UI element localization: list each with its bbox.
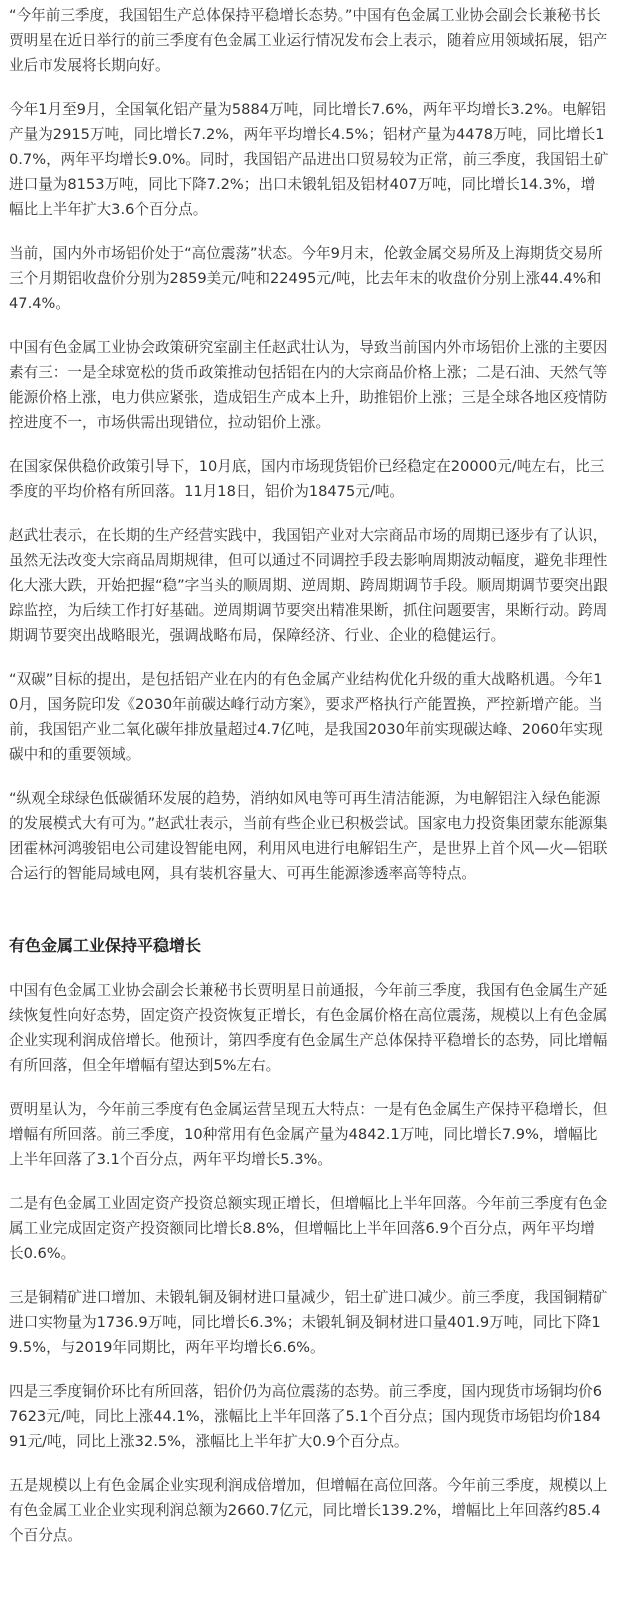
article-paragraph: 贾明星认为，今年前三季度有色金属运营呈现五大特点：一是有色金属生产保持平稳增长，但增幅有所回落。前三季度，10种常用有色金属产量为4842.1万吨，同比增长7.9%，增幅比上半年回落了3.1个百分点，两年平均增长5.3%。 <box>9 1101 608 1168</box>
article-paragraph: 中国有色金属工业协会副会长兼秘书长贾明星日前通报，今年前三季度，我国有色金属生产延续恢复性向好态势，固定资产投资恢复正增长，有色金属价格在高位震荡，规模以上有色金属企业实现利润成倍增长。他预计，第四季度有色金属生产总体保持平稳增长的态势，同比增幅有所回落，但全年增幅有望达到5%左右。 <box>9 982 608 1074</box>
article-paragraph: “今年前三季度，我国铝生产总体保持平稳增长态势。”中国有色金属工业协会副会长兼秘书长贾明星在近日举行的前三季度有色金属工业运行情况发布会上表示，随着应用领域拓展，铝产业后市发展将长期向好。 <box>9 7 608 74</box>
article-paragraph: “双碳”目标的提出，是包括铝产业在内的有色金属产业结构优化升级的重大战略机遇。今年10月，国务院印发《2030年前碳达峰行动方案》，要求严格执行产能置换，严控新增产能。当前，我国铝产业二氧化碳年排放量超过4.7亿吨，是我国2030年前实现碳达峰、2060年实现碳中和的重要领域。 <box>9 671 603 763</box>
article-paragraph: 中国有色金属工业协会政策研究室副主任赵武壮认为，导致当前国内外市场铝价上涨的主要因素有三：一是全球宽松的货币政策推动包括铝在内的大宗商品价格上涨；二是石油、天然气等能源价格上涨，电力供应紧张，造成铝生产成本上升，助推铝价上涨；三是全球各地区疫情防控进度不一，市场供需出现错位，拉动铝价上涨。 <box>9 339 608 431</box>
article-paragraph: 当前，国内外市场铝价处于“高位震荡”状态。今年9月末，伦敦金属交易所及上海期货交易所三个月期铝收盘价分别为2859美元/吨和22495元/吨，比去年末的收盘价分别上涨44.4%和47.4%。 <box>9 245 603 312</box>
section-heading: 有色金属工业保持平稳增长 <box>9 936 202 955</box>
article-paragraph: 二是有色金属工业固定资产投资总额实现正增长，但增幅比上半年回落。今年前三季度有色金属工业完成固定资产投资额同比增长8.8%，但增幅比上半年回落6.9个百分点，两年平均增长0.6%。 <box>9 1195 608 1262</box>
article-paragraph: 四是三季度铜价环比有所回落，铝价仍为高位震荡的态势。前三季度，国内现货市场铜均价67623元/吨，同比上涨44.1%，涨幅比上半年回落了5.1个百分点；国内现货市场铝均价18491元/吨，同比上涨32.5%，涨幅比上半年扩大0.9个百分点。 <box>9 1383 603 1450</box>
article-paragraph: 赵武壮表示，在长期的生产经营实践中，我国铝产业对大宗商品市场的周期已逐步有了认识，虽然无法改变大宗商品周期规律，但可以通过不同调控手段去影响周期波动幅度，避免非理性化大涨大跌，开始把握“稳”字当头的顺周期、逆周期、跨周期调节手段。顺周期调节要突出跟踪监控，为后续工作打好基础。逆周期调节要突出精准果断，抓住问题要害，果断行动。跨周期调节要突出战略眼光，强调战略布局，保障经济、行业、企业的稳健运行。 <box>9 527 608 644</box>
article-paragraph: “纵观全球绿色低碳循环发展的趋势，消纳如风电等可再生清洁能源，为电解铝注入绿色能源的发展模式大有可为。”赵武壮表示，当前有些企业已积极尝试。国家电力投资集团蒙东能源集团霍林河鸿骏铝电公司建设智能电网，利用风电进行电解铝生产，是世界上首个风—火—铝联合运行的智能局域电网，具有装机容量大、可再生能源渗透率高等特点。 <box>9 790 608 882</box>
article-paragraph: 今年1月至9月，全国氧化铝产量为5884万吨，同比增长7.6%，两年平均增长3.2%。电解铝产量为2915万吨，同比增长7.2%，两年平均增长4.5%；铝材产量为4478万吨，同比增长10.7%，两年平均增长9.0%。同时，我国铝产品进出口贸易较为正常，前三季度，我国铝土矿进口量为8153万吨，同比下降7.2%；出口未锻轧铝及铝材407万吨，同比增长14.3%，增幅比上半年扩大3.6个百分点。 <box>9 101 609 218</box>
article-paragraph: 五是规模以上有色金属企业实现利润成倍增加，但增幅在高位回落。今年前三季度，规模以上有色金属工业企业实现利润总额为2660.7亿元，同比增长139.2%，增幅比上年回落约85.4个百分点。 <box>9 1477 608 1544</box>
article-body <box>9 0 609 1567</box>
article-paragraph: 三是铜精矿进口增加、未锻轧铜及铜材进口量减少，铝土矿进口减少。前三季度，我国铜精矿进口实物量为1736.9万吨，同比增长6.3%；未锻轧铜及铜材进口量401.9万吨，同比下降19.5%，与2019年同期比，两年平均增长6.6%。 <box>9 1289 608 1356</box>
article-paragraph: 在国家保供稳价政策引导下，10月底，国内市场现货铝价已经稳定在20000元/吨左右，比三季度的平均价格有所回落。11月18日，铝价为18475元/吨。 <box>9 458 605 500</box>
